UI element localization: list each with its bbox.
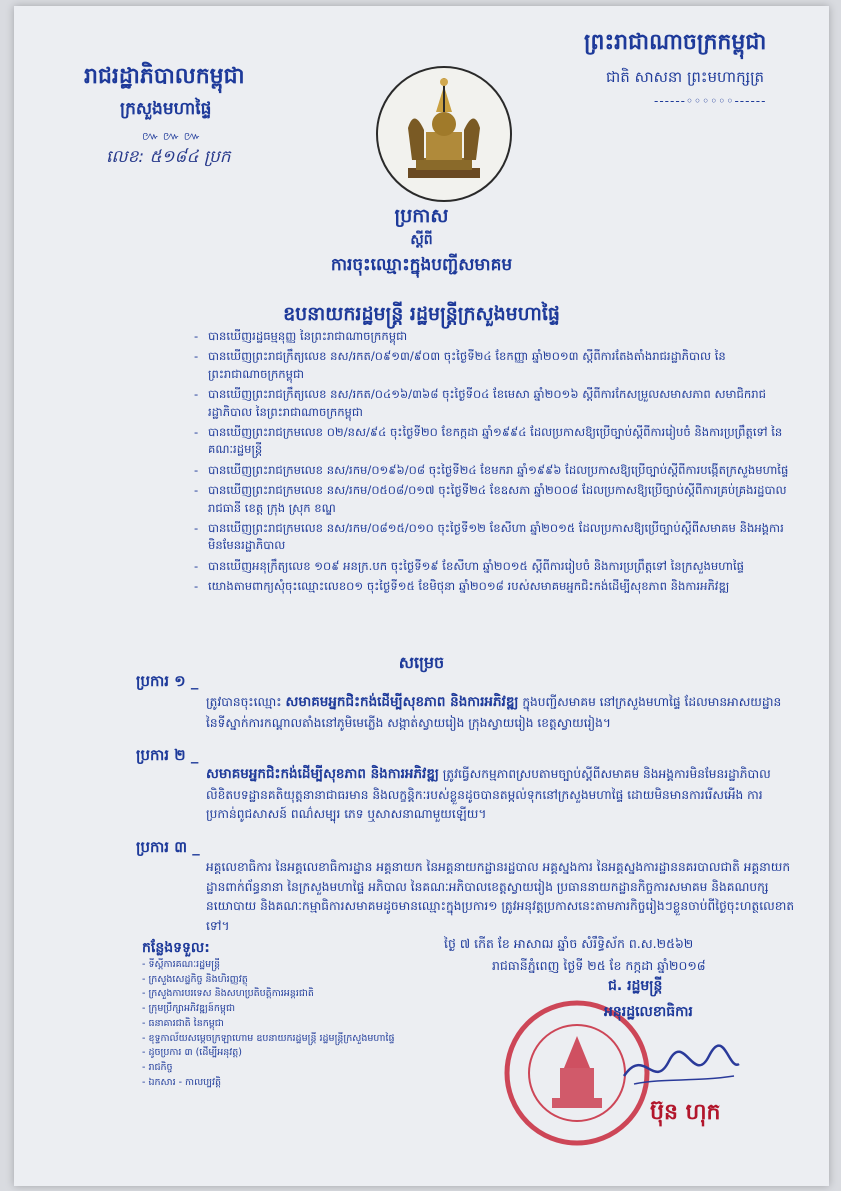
recipient-item: - រាជកិច្ច	[142, 1061, 412, 1076]
article-2-text	[206, 764, 796, 825]
government-heading: រាជរដ្ឋាភិបាលកម្ពុជា	[84, 64, 245, 89]
document-subject: ការចុះឈ្មោះក្នុងបញ្ជីសមាគម	[330, 255, 513, 275]
royal-emblem-icon	[376, 66, 512, 202]
article-2-body: ត្រូវធ្វើសកម្មភាពស្របតាមច្បាប់ស្តីពីសមាគម និងអង្គការមិនមែនរដ្ឋាភិបាល លិខិតបទដ្ឋានគតិយុត្តនានាជាធរមាន និងលក្ខន្តិកៈរបស់ខ្លួនដូចបានតម្កល់ទុកនៅក្រសួងមហាផ្ទៃ ដោយមិនមានការរើសអើង ការប្រកាន់ពូជសាសន៍ ពណ៌សម្បុរ ភេទ ឬសាសនាណាមួយឡើយ។	[206, 767, 771, 822]
recipient-item: - ធនាគារជាតិ នៃកម្ពុជា	[142, 1017, 412, 1032]
citation-item: - បានឃើញព្រះរាជក្រមលេខ នស/រកម/០១៩៦/០៨ ចុះថ្ងៃទី២៤ ខែមករា ឆ្នាំ១៩៩៦ ដែលប្រកាសឱ្យប្រើច្បាប់ស្តីពីការបង្កើតក្រសួងមហាផ្ទៃ	[194, 462, 794, 479]
citation-item: - យោងតាមពាក្យសុំចុះឈ្មោះលេខ០១ ចុះថ្ងៃទី១៥ ខែមិថុនា ឆ្នាំ២០១៨ របស់សមាគមអ្នកជិះកង់ដើម្បីសុខភាព និងការអភិវឌ្ឍ	[194, 578, 794, 595]
ministry-heading: ក្រសួងមហាផ្ទៃ	[120, 99, 212, 119]
ministry-ornament: ៚ ៚ ៚	[142, 129, 201, 143]
association-name: សមាគមអ្នកជិះកង់ដើម្បីសុខភាព និងការអភិវឌ្ឍ	[285, 694, 519, 710]
issuing-authority: ឧបនាយករដ្ឋមន្ត្រី រដ្ឋមន្ត្រីក្រសួងមហាផ្ទៃ	[283, 303, 560, 325]
association-name: សមាគមអ្នកជិះកង់ដើម្បីសុខភាព និងការអភិវឌ្ឍ	[206, 766, 439, 782]
recipients-title: កន្លែងទទួល:	[142, 940, 210, 956]
handwritten-signature-icon	[614, 1036, 744, 1096]
citation-item: - បានឃើញរដ្ឋធម្មនុញ្ញ នៃព្រះរាជាណាចក្រកម្ពុជា	[194, 328, 794, 345]
citation-item: - បានឃើញព្រះរាជក្រមលេខ នស/រកម/០៨១៥/០១០ ចុះថ្ងៃទី១២ ខែសីហា ឆ្នាំ២០១៥ ដែលប្រកាសឱ្យប្រើច្បាប់ស្តីពីសមាគម និងអង្គការមិនមែនរដ្ឋាភិបាល	[194, 520, 794, 555]
recipient-item: - ក្រសួងសេដ្ឋកិច្ច និងហិរញ្ញវត្ថុ	[142, 973, 412, 988]
national-motto: ជាតិ សាសនា ព្រះមហាក្សត្រ	[606, 68, 765, 86]
signer-name: ប៊ុន ហុក	[650, 1100, 721, 1125]
article-1-text	[206, 692, 796, 733]
citation-item: - បានឃើញព្រះរាជក្រឹត្យលេខ នស/រកត/០៩១៣/៩០៣ ចុះថ្ងៃទី២៤ ខែកញ្ញា ឆ្នាំ២០១៣ ស្តីពីការតែងតាំងរាជរដ្ឋាភិបាល នៃព្រះរាជាណាចក្រកម្ពុជា	[194, 348, 794, 383]
recipient-item: - ក្រសួងការបរទេស និងសហប្រតិបត្តិការអន្តរជាតិ	[142, 987, 412, 1002]
recipients-list	[142, 958, 412, 1090]
recipient-item: - ក្រុមប្រឹក្សាអភិវឌ្ឍន៍កម្ពុជា	[142, 1002, 412, 1017]
decision-heading: សម្រេច	[398, 653, 445, 672]
article-3-label: ប្រការ ៣ _	[136, 838, 200, 856]
citation-item: - បានឃើញព្រះរាជក្រមលេខ ០២/នស/៩៤ ចុះថ្ងៃទី២០ ខែកក្កដា ឆ្នាំ១៩៩៤ ដែលប្រកាសឱ្យប្រើច្បាប់ស្តីពីការរៀបចំ និងការប្រព្រឹត្តទៅ នៃគណៈរដ្ឋមន្ត្រី	[194, 424, 794, 459]
lunar-date: ថ្ងៃ ៧ កើត ខែ អាសាឍ ឆ្នាំច សំរឹទ្ធិស័ក ព.ស.២៥៦២	[444, 936, 694, 951]
recipient-item: - ដូចប្រការ ៣ (ដើម្បីអនុវត្ត)	[142, 1046, 412, 1061]
citation-item: - បានឃើញអនុក្រឹត្យលេខ ១០៩ អនក្រ.បក ចុះថ្ងៃទី១៩ ខែសីហា ឆ្នាំ២០១៥ ស្តីពីការរៀបចំ និងការប្រព្រឹត្តទៅ នៃក្រសួងមហាផ្ទៃ	[194, 558, 794, 575]
recipient-item: - ខុទ្ទកាល័យសម្តេចក្រឡាហោម ឧបនាយករដ្ឋមន្ត្រី រដ្ឋមន្ត្រីក្រសួងមហាផ្ទៃ	[142, 1032, 412, 1047]
document-about: ស្តីពី	[410, 232, 433, 248]
recipient-item: - ទីស្តីការគណៈរដ្ឋមន្ត្រី	[142, 958, 412, 973]
kingdom-heading: ព្រះរាជាណាចក្រកម្ពុជា	[584, 30, 767, 55]
motto-ornament: ------◦◦◦◦◦◦------	[654, 94, 767, 108]
reference-number: លេខ: ៥១៨៤ ប្រក	[106, 147, 231, 167]
document-type: ប្រកាស	[394, 205, 449, 227]
legal-citations	[194, 328, 794, 598]
article-2-label: ប្រការ ២ _	[136, 746, 199, 764]
citation-item: - បានឃើញព្រះរាជក្រមលេខ នស/រកម/០៥០៨/០១៧ ចុះថ្ងៃទី២៤ ខែឧសភា ឆ្នាំ២០០៨ ដែលប្រកាសឱ្យប្រើច្បាប់ស្តីពីការគ្រប់គ្រងរដ្ឋបាលរាជធានី ខេត្ត ក្រុង ស្រុក ខណ្ឌ	[194, 482, 794, 517]
on-behalf-label: ជ. រដ្ឋមន្ត្រី	[608, 978, 663, 994]
document-page	[14, 6, 829, 1186]
recipient-item: - ឯកសារ - កាលប្បវត្តិ	[142, 1076, 412, 1091]
solar-date: រាជធានីភ្នំពេញ ថ្ងៃទី ២៥ ខែ កក្កដា ឆ្នាំ២០១៨	[492, 958, 706, 973]
article-1-label: ប្រការ ១ _	[136, 672, 199, 690]
article-3-text: អគ្គលេខាធិការ នៃអគ្គលេខាធិការដ្ឋាន អគ្គនាយក នៃអគ្គនាយកដ្ឋានរដ្ឋបាល អគ្គស្នងការ នៃអគ្គស្នងការដ្ឋាននគរបាលជាតិ អគ្គនាយកដ្ឋានពាក់ព័ន្ធនានា នៃក្រសួងមហាផ្ទៃ អភិបាល នៃគណៈអភិបាលខេត្តស្វាយរៀង ប្រធាននាយកដ្ឋានកិច្ចការសមាគម និងគណបក្សនយោបាយ និងគណៈកម្មាធិការសមាគមដូចមានឈ្មោះក្នុងប្រការ១ ត្រូវអនុវត្តប្រកាសនេះតាមភារកិច្ចរៀងៗខ្លួនចាប់ពីថ្ងៃចុះហត្ថលេខាតទៅ។	[206, 860, 795, 933]
citation-item: - បានឃើញព្រះរាជក្រឹត្យលេខ នស/រកត/០៤១៦/៣៦៨ ចុះថ្ងៃទី០៤ ខែមេសា ឆ្នាំ២០១៦ ស្តីពីការកែសម្រួលសមាសភាព សមាជិករាជរដ្ឋាភិបាល នៃព្រះរាជាណាចក្រកម្ពុជា	[194, 386, 794, 421]
signer-role: អនុរដ្ឋលេខាធិការ	[604, 1004, 693, 1020]
article-1-body: ក្នុងបញ្ជីសមាគម នៅក្រសួងមហាផ្ទៃ ដែលមានអាសយដ្ឋាន នៃទីស្នាក់ការកណ្តាលតាំងនៅភូមិមេភ្លើង សង្កាត់ស្វាយរៀង ក្រុងស្វាយរៀង ខេត្តស្វាយរៀង។	[206, 695, 782, 730]
article-1-lead: ត្រូវបានចុះឈ្មោះ	[206, 695, 282, 709]
